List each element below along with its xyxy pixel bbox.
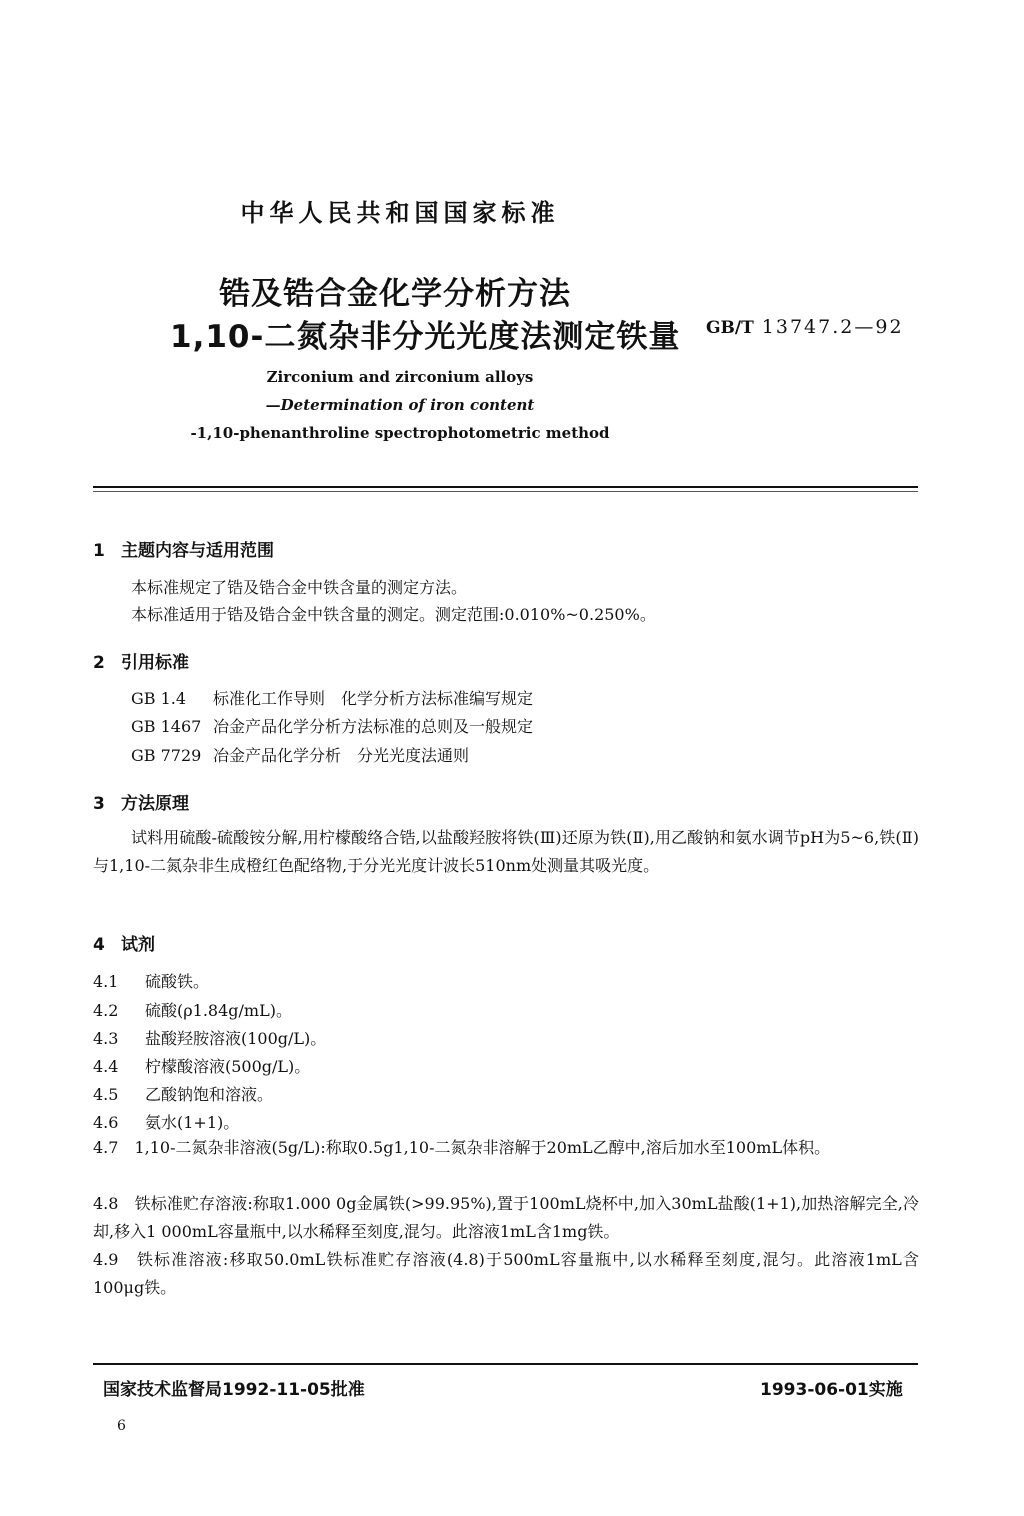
reagent-item [93, 998, 292, 1021]
section-number: 2 [93, 653, 105, 673]
section-number: 4 [93, 935, 105, 955]
section-1-heading [93, 536, 274, 561]
standard-code [706, 316, 904, 338]
reagent-text: 柠檬酸溶液(500g/L)。 [145, 1057, 311, 1076]
reference-text: 标准化工作导则 化学分析方法标准编写规定 [213, 689, 534, 708]
english-title-line2: —Determination of iron content [265, 396, 535, 414]
reagent-item-4-9: 4.9 铁标准溶液:移取50.0mL铁标准贮存溶液(4.8)于500mL容量瓶中,以水稀释至刻度,混匀。此溶液1mL含100μg铁。 [93, 1250, 919, 1297]
reagent-item [93, 1110, 239, 1133]
reagent-number: 4.3 [93, 1029, 119, 1048]
reference-item [131, 686, 533, 709]
reagent-text: 硫酸铁。 [145, 972, 210, 991]
header-divider [93, 486, 918, 488]
section-number: 3 [93, 794, 105, 814]
reagent-text: 盐酸羟胺溶液(100g/L)。 [145, 1029, 327, 1048]
reagent-item [93, 969, 209, 992]
standard-code-number: 13747.2—92 [761, 316, 904, 338]
section-title: 试剂 [121, 935, 155, 955]
document-title-line2: 1,10-二氮杂非分光光度法测定铁量 [170, 319, 681, 355]
approval-date: 国家技术监督局1992-11-05批准 [103, 1380, 365, 1400]
section-2-heading [93, 648, 189, 673]
english-title-line1: Zirconium and zirconium alloys [266, 368, 534, 386]
reagent-number: 4.2 [93, 1001, 119, 1020]
effective-date: 1993-06-01实施 [760, 1380, 903, 1400]
section-1-paragraph-1: 本标准规定了锆及锆合金中铁含量的测定方法。 [131, 578, 468, 597]
reagent-item-4-8: 4.8 铁标准贮存溶液:称取1.000 0g金属铁(>99.95%),置于100mL烧杯中,加入30mL盐酸(1+1),加热溶解完全,冷却,移入1 000mL容量瓶中,以水稀释至刻度,混匀。此溶液1mL含1mg铁。 [93, 1194, 919, 1241]
section-title: 引用标准 [121, 653, 189, 673]
reagent-number: 4.6 [93, 1113, 119, 1132]
reference-item [131, 714, 533, 737]
section-4-heading [93, 930, 155, 955]
reagent-item [93, 1054, 310, 1077]
reagent-item-4-7: 4.7 1,10-二氮杂非溶液(5g/L):称取0.5g1,10-二氮杂非溶解于20mL乙醇中,溶后加水至100mL体积。 [93, 1138, 831, 1157]
page-number: 6 [117, 1418, 126, 1434]
reference-item [131, 743, 469, 766]
section-title: 方法原理 [121, 794, 189, 814]
section-title: 主题内容与适用范围 [121, 541, 274, 561]
standard-code-prefix: GB/T [706, 318, 754, 338]
reagent-text: 乙酸钠饱和溶液。 [145, 1085, 274, 1104]
reference-text: 冶金产品化学分析方法标准的总则及一般规定 [213, 717, 534, 736]
section-number: 1 [93, 541, 105, 561]
section-1-paragraph-2: 本标准适用于锆及锆合金中铁含量的测定。测定范围:0.010%~0.250%。 [131, 605, 656, 624]
reagent-number: 4.1 [93, 972, 119, 991]
reference-code: GB 7729 [131, 746, 202, 765]
english-title-line3: -1,10-phenanthroline spectrophotometric method [190, 424, 610, 442]
reagent-number: 4.4 [93, 1057, 119, 1076]
footer-divider [93, 1363, 918, 1365]
reagent-item [93, 1082, 273, 1105]
reagent-text: 硫酸(ρ1.84g/mL)。 [145, 1001, 292, 1020]
document-title-line1: 锆及锆合金化学分析方法 [219, 276, 571, 312]
reagent-item [93, 1026, 326, 1049]
header-divider-thin [93, 491, 918, 492]
section-3-paragraph: 试料用硫酸-硫酸铵分解,用柠檬酸络合锆,以盐酸羟胺将铁(Ⅲ)还原为铁(Ⅱ),用乙酸钠和氨水调节pH为5~6,铁(Ⅱ)与1,10-二氮杂非生成橙红色配络物,于分光光度计波长510nm处测量其吸光度。 [93, 828, 919, 875]
reference-text: 冶金产品化学分析 分光光度法通则 [213, 746, 470, 765]
reference-code: GB 1.4 [131, 689, 187, 708]
reagent-text: 氨水(1+1)。 [145, 1113, 240, 1132]
country-standard-heading: 中华人民共和国国家标准 [240, 199, 560, 227]
section-3-heading [93, 789, 189, 814]
reference-code: GB 1467 [131, 717, 202, 736]
reagent-number: 4.5 [93, 1085, 119, 1104]
